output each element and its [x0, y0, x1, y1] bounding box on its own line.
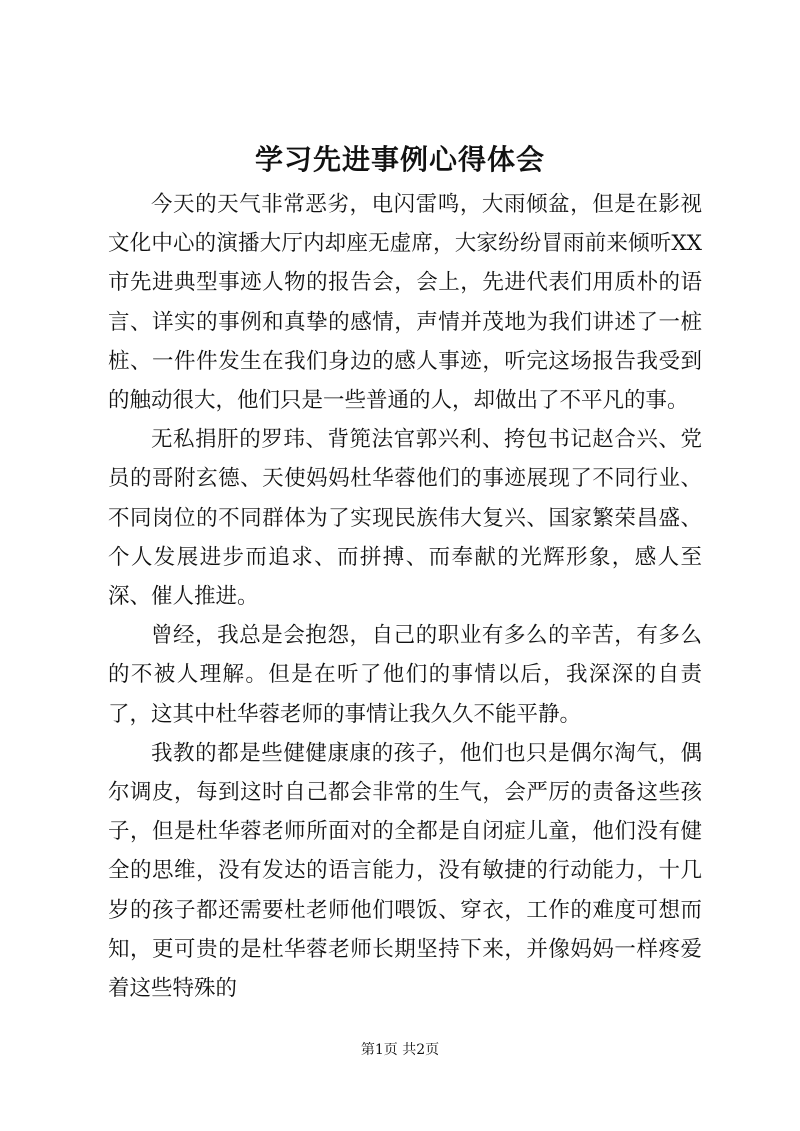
paragraph: 无私捐肝的罗玮、背篼法官郭兴利、挎包书记赵合兴、党员的哥附玄德、天使妈妈杜华蓉他们的事迹展现了不同行业、不同岗位的不同群体为了实现民族伟大复兴、国家繁荣昌盛、个人发展进步而追求、而拼搏、而奉献的光辉形象，感人至深、催人推进。: [108, 427, 702, 610]
page-footer: 第1页 共2页: [360, 1042, 440, 1058]
document-body: [108, 185, 702, 1008]
paragraph: 曾经，我总是会抱怨，自己的职业有多么的辛苦，有多么的不被人理解。但是在听了他们的事情以后，我深深的自责了，这其中杜华蓉老师的事情让我久久不能平静。: [108, 623, 702, 727]
paragraph: 我教的都是些健健康康的孩子，他们也只是偶尔淘气，偶尔调皮，每到这时自己都会非常的生气，会严厉的责备这些孩子，但是杜华蓉老师所面对的全都是自闭症儿童，他们没有健全的思维，没有发达的语言能力，没有敏捷的行动能力，十几岁的孩子都还需要杜老师他们喂饭、穿衣，工作的难度可想而知，更可贵的是杜华蓉老师长期坚持下来，并像妈妈一样疼爱着这些特殊的: [108, 740, 702, 1002]
paragraph: 今天的天气非常恶劣，电闪雷鸣，大雨倾盆，但是在影视文化中心的演播大厅内却座无虚席，大家纷纷冒雨前来倾听XX市先进典型事迹人物的报告会，会上，先进代表们用质朴的语言、详实的事例和真挚的感情，声情并茂地为我们讲述了一桩桩、一件件发生在我们身边的感人事迹，听完这场报告我受到的触动很大，他们只是一些普通的人，却做出了不平凡的事。: [108, 192, 702, 414]
document-title: 学习先进事例心得体会: [254, 143, 545, 176]
